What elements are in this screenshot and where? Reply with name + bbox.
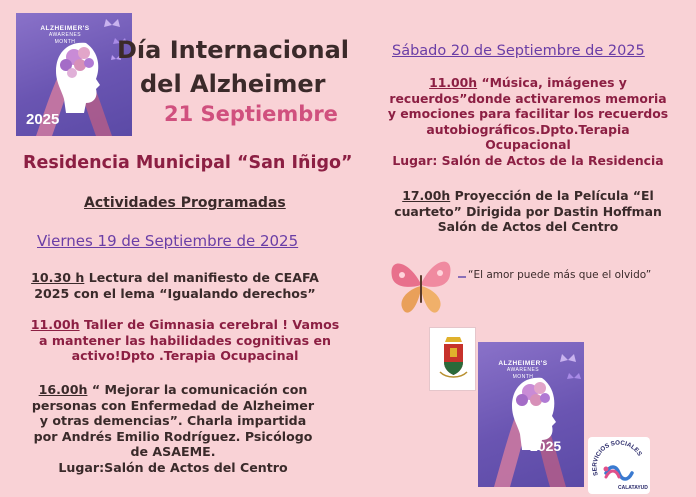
poster-badge-line2: AWARENES MONTH xyxy=(48,32,82,45)
event-time: 11.00h xyxy=(30,317,80,332)
title-line-2: del Alzheimer xyxy=(140,70,326,98)
residence-name: Residencia Municipal “San Iñigo” xyxy=(23,153,353,173)
event-text: Lectura del manifiesto de CEAFA xyxy=(88,270,319,285)
saturday-date-label: Sábado 20 de Septiembre de 2025 xyxy=(392,43,645,59)
friday-event-2 xyxy=(10,317,360,364)
event-time: 10.30 h xyxy=(31,270,85,285)
saturday-event-1 xyxy=(378,75,678,168)
event-text: Taller de Gimnasia cerebral ! Vamos xyxy=(83,317,340,332)
event-time: 17.00h xyxy=(402,188,451,203)
poster-year: 2025 xyxy=(26,111,60,128)
friday-event-1 xyxy=(10,270,340,301)
event-text: y otras demencias”. Charla impartida xyxy=(39,413,307,428)
saturday-event-2 xyxy=(378,188,678,235)
event-date: 21 Septiembre xyxy=(164,102,338,126)
event-text: autobiográficos.Dpto.Terapia xyxy=(426,121,630,137)
poster-badge-line1: ALZHEIMER'S xyxy=(40,25,90,32)
event-text: Salón de Actos del Centro xyxy=(437,219,619,234)
title-line-1: Día Internacional xyxy=(117,36,350,64)
coat-of-arms-icon xyxy=(430,328,477,392)
servicios-sociales-arc-text: SERVICIOS SOCIALES xyxy=(591,439,644,477)
alzheimer-poster-image xyxy=(16,13,132,136)
event-text: Proyección de la Película “El xyxy=(454,188,654,203)
event-text: a mantener las habilidades cognitivas en xyxy=(38,332,332,348)
event-text: de ASAEME. xyxy=(130,444,216,459)
event-time: 16.00h xyxy=(38,382,88,397)
servicios-sociales-city: CALATAYUD xyxy=(618,485,648,491)
event-text: “Música, imágenes y xyxy=(481,75,627,90)
event-text: activo!Dpto .Terapia Ocupacinal xyxy=(71,348,299,363)
event-text: Lugar: Salón de Actos de la Residencia xyxy=(392,152,664,168)
event-text: Lugar:Salón de Actos del Centro xyxy=(58,459,288,475)
event-text: Ocupacional xyxy=(485,137,571,152)
programmed-activities-heading: Actividades Programadas xyxy=(84,195,286,211)
event-text: por Andrés Emilio Rodríguez. Psicólogo xyxy=(33,428,313,444)
event-text: recuerdos”donde activaremos memoria xyxy=(389,90,667,106)
quote-dash xyxy=(458,276,466,278)
coat-of-arms-logo xyxy=(429,327,476,391)
event-text: “ Mejorar la comunicación con xyxy=(91,382,308,397)
butterfly-icon xyxy=(388,249,454,319)
poster-year: 2025 xyxy=(530,438,562,454)
event-text: cuarteto” Dirigida por Dastin Hoffman xyxy=(394,203,662,219)
friday-event-3 xyxy=(8,382,338,475)
poster-badge-line1: ALZHEIMER'S xyxy=(498,360,548,367)
poster-badge-line2: AWARENES MONTH xyxy=(506,367,540,380)
love-quote: “El amor puede más que el olvido” xyxy=(468,269,652,281)
friday-date-label: Viernes 19 de Septiembre de 2025 xyxy=(37,232,299,250)
servicios-sociales-logo xyxy=(588,437,650,494)
event-text: 2025 con el lema “Igualando derechos” xyxy=(34,285,316,301)
event-text: y emociones para facilitar los recuerdos xyxy=(387,106,669,121)
event-time: 11.00h xyxy=(429,75,478,90)
event-text: personas con Enfermedad de Alzheimer xyxy=(31,397,315,413)
alzheimer-poster-image-small xyxy=(478,342,584,487)
